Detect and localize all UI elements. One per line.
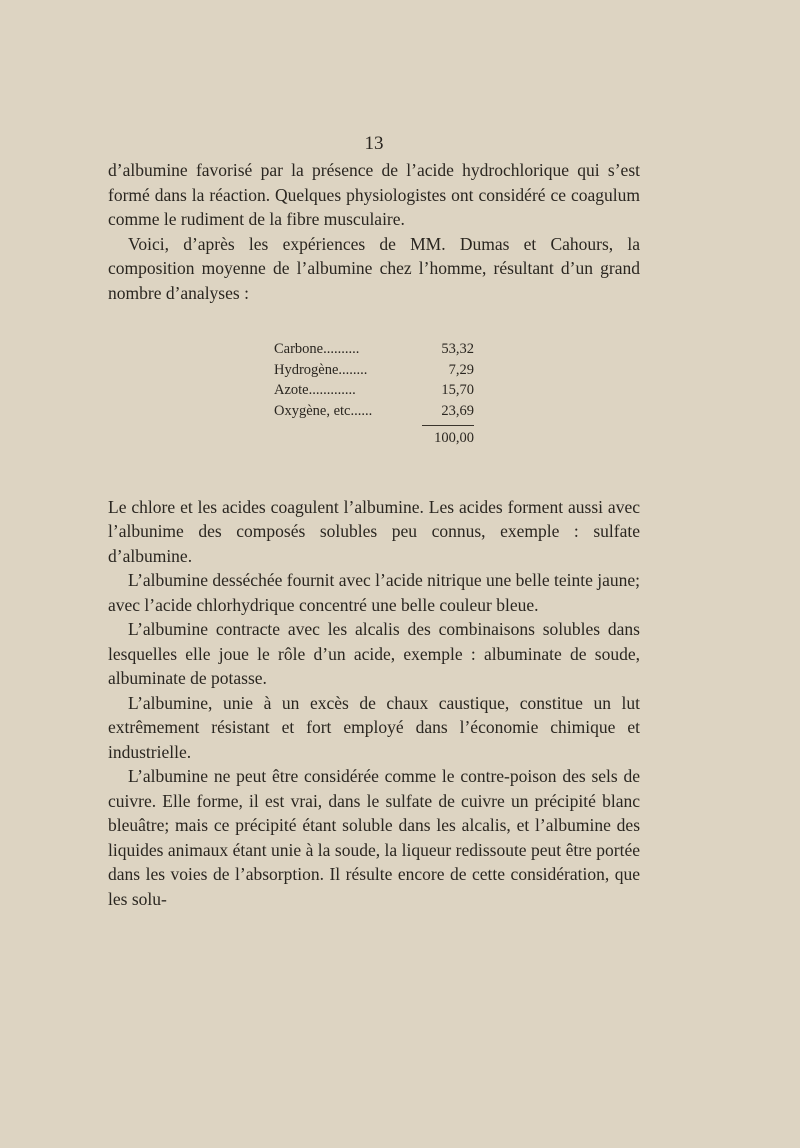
paragraph: L’albumine ne peut être considérée comme le contre-poison des sels de cuivre. Elle forme, il est vrai, dans le sulfate de cuivre un précipité blanc bleuâtre; mais ce précipité étant soluble dans les alcalis, et l’albumine des liquides animaux étant unie à la soude, la liqueur redissoute peut être portée dans les voies de l’absorption. Il résulte encore de cette considération, que les solu- [108, 766, 640, 909]
paragraph: Voici, d’après les expériences de MM. Dumas et Cahours, la composition moyenne de l’albumine chez l’homme, résultant d’un grand nombre d’analyses : [108, 233, 640, 303]
composition-table [274, 339, 474, 449]
composition-label: Hydrogène........ [274, 361, 368, 378]
composition-row [274, 339, 474, 360]
body-text [108, 158, 640, 911]
composition-total: 100,00 [422, 425, 474, 449]
paragraph: L’albumine desséchée fournit avec l’acide nitrique une belle teinte jaune; avec l’acide chlorhydrique concentré une belle couleur bleue. [108, 570, 640, 615]
composition-label: Oxygène, etc...... [274, 402, 373, 419]
composition-value: 23,69 [441, 402, 474, 419]
paragraph: L’albumine, unie à un excès de chaux caustique, constitue un lut extrêmement résistant et fort employé dans l’économie chimique et industrielle. [108, 692, 640, 762]
composition-row [274, 360, 474, 381]
composition-label: Carbone.......... [274, 341, 360, 357]
page-number: 13 [364, 133, 384, 154]
composition-row [274, 401, 474, 422]
composition-value: 53,32 [441, 341, 474, 357]
composition-value: 7,29 [448, 361, 474, 378]
composition-row [274, 380, 474, 401]
composition-label: Azote............. [274, 382, 356, 398]
paragraph: d’albumine favorisé par la présence de l’acide hydrochlorique qui s’est formé dans la réaction. Quelques physiologistes ont considéré ce coagulum comme le rudiment de la fibre musculaire. [108, 160, 640, 229]
composition-value: 15,70 [441, 382, 474, 398]
paragraph: Le chlore et les acides coagulent l’albumine. Les acides forment aussi avec l’albunime des composés solubles peu connus, exemple : sulfate d’albumine. [108, 496, 640, 566]
paragraph: L’albumine contracte avec les alcalis des combinaisons solubles dans lesquelles elle joue le rôle d’un acide, exemple : albuminate de soude, albuminate de potasse. [108, 619, 640, 688]
